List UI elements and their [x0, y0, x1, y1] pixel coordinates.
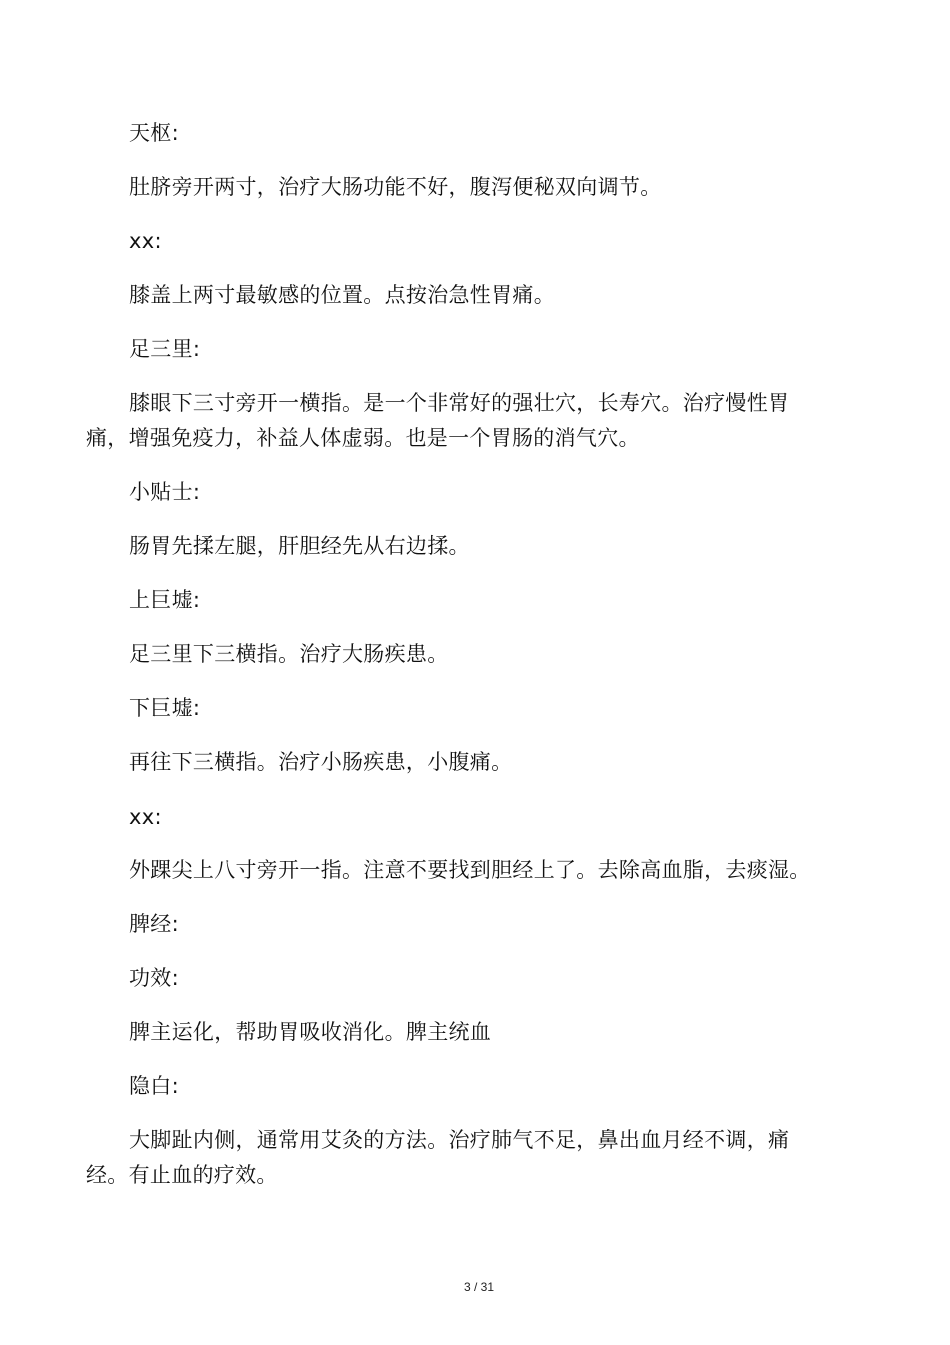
xx2-body: 外踝尖上八寸旁开一指。注意不要找到胆经上了。去除高血脂，去痰湿。 — [129, 858, 811, 882]
zusanli-body-line-1: 膝眼下三寸旁开一横指。是一个非常好的强壮穴，长寿穴。治疗慢性胃 — [129, 391, 790, 415]
zusanli-body-line-2: 痛，增强免疫力，补益人体虚弱。也是一个胃肠的消气穴。 — [86, 426, 640, 450]
shangjuxu-body: 足三里下三横指。治疗大肠疾患。 — [129, 642, 449, 666]
xx1-heading: xx: — [129, 229, 162, 253]
tianshu-body: 肚脐旁开两寸，治疗大肠功能不好，腹泻便秘双向调节。 — [129, 175, 662, 199]
yinbai-heading: 隐白: — [129, 1074, 179, 1098]
gongxiao-body: 脾主运化，帮助胃吸收消化。脾主统血 — [129, 1020, 492, 1044]
tianshu-heading: 天枢: — [129, 121, 179, 145]
page-indicator: 3 / 31 — [463, 1280, 495, 1294]
xiajuxu-body: 再往下三横指。治疗小肠疾患，小腹痛。 — [129, 750, 513, 774]
tips-heading: 小贴士: — [129, 480, 201, 504]
yinbai-body-line-1: 大脚趾内侧，通常用艾灸的方法。治疗肺气不足，鼻出血月经不调，痛 — [129, 1128, 790, 1152]
tips-body: 肠胃先揉左腿，肝胆经先从右边揉。 — [129, 534, 470, 558]
xx1-body: 膝盖上两寸最敏感的位置。点按治急性胃痛。 — [129, 283, 555, 307]
gongxiao-heading: 功效: — [129, 966, 179, 990]
yinbai-body-line-2: 经。有止血的疗效。 — [86, 1163, 278, 1187]
shangjuxu-heading: 上巨墟: — [129, 588, 201, 612]
xiajuxu-heading: 下巨墟: — [129, 696, 201, 720]
pijing-heading: 脾经: — [129, 912, 179, 936]
xx2-heading: xx: — [129, 805, 162, 829]
zusanli-heading: 足三里: — [129, 337, 201, 361]
